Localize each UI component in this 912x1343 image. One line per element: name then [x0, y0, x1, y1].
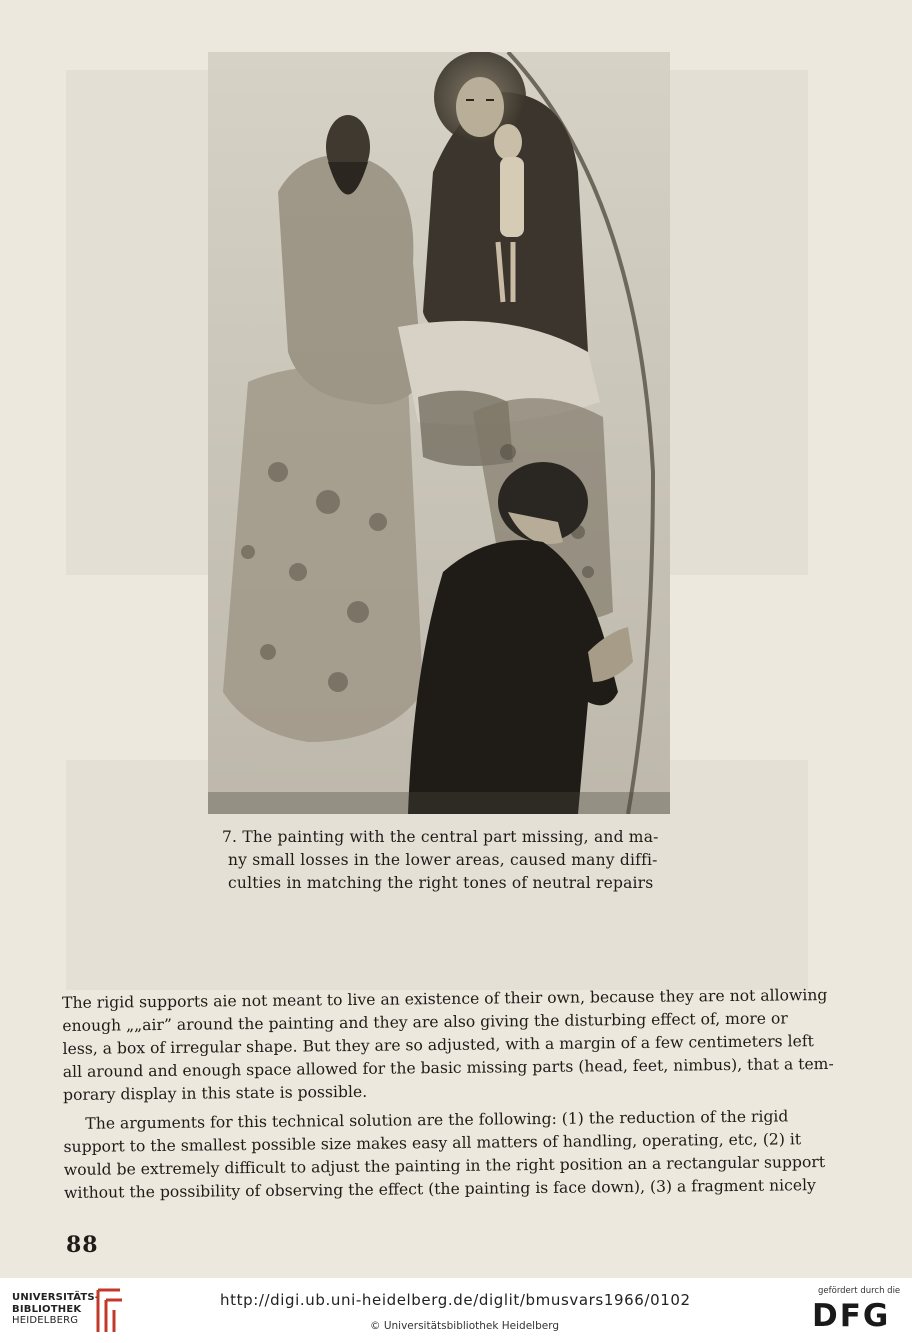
- funder-label: gefördert durch die: [818, 1286, 901, 1296]
- fresco-restoration-photo: [208, 52, 670, 814]
- heidelberg-library-logo-icon: [92, 1286, 126, 1340]
- library-name: [12, 1292, 99, 1327]
- paragraph-1: [62, 984, 843, 1107]
- text-line: porary display in this state is possible.: [62, 1082, 368, 1104]
- body-text: [62, 984, 844, 1205]
- text-line: without the possibility of observing the effect (the painting is face down), (3) a fragment nicely: [64, 1176, 816, 1202]
- text-line: enough „„air” around the painting and they are also giving the disturbing effect of, more or: [62, 1009, 788, 1035]
- source-url-link[interactable]: http://digi.ub.uni-heidelberg.de/diglit/bmusvars1966/0102: [220, 1291, 691, 1309]
- text-line: all around and enough space allowed for the basic missing parts (head, feet, nimbus), that a tem-: [62, 1054, 834, 1081]
- caption-line: culties in matching the right tones of neutral repairs: [228, 874, 654, 892]
- text-line: The arguments for this technical solution are the following: (1) the reduction of the rigid: [85, 1107, 789, 1133]
- text-line: support to the smallest possible size makes easy all matters of handling, operating, etc, (2) it: [63, 1130, 802, 1156]
- text-line: would be extremely difficult to adjust the painting in the right position an a rectangular support: [63, 1153, 826, 1179]
- library-name-line: HEIDELBERG: [12, 1315, 79, 1326]
- page-number: 88: [66, 1232, 99, 1258]
- text-line: The rigid supports aie not meant to live an existence of their own, because they are not allowing: [62, 985, 828, 1012]
- text-line: less, a box of irregular shape. But they are so adjusted, with a margin of a few centimeters left: [62, 1032, 814, 1058]
- copyright-notice: © Universitätsbibliothek Heidelberg: [370, 1320, 560, 1332]
- figure-caption: [222, 826, 692, 895]
- caption-line: ny small losses in the lower areas, caused many diffi-: [228, 851, 658, 869]
- paragraph-2: [63, 1105, 844, 1205]
- dfg-logo: DFG: [812, 1298, 891, 1334]
- footer-bar: [0, 1278, 912, 1343]
- caption-line: 7. The painting with the central part missing, and ma-: [222, 828, 659, 846]
- library-name-line: UNIVERSITÄTS-: [12, 1292, 100, 1303]
- library-name-line: BIBLIOTHEK: [12, 1303, 82, 1315]
